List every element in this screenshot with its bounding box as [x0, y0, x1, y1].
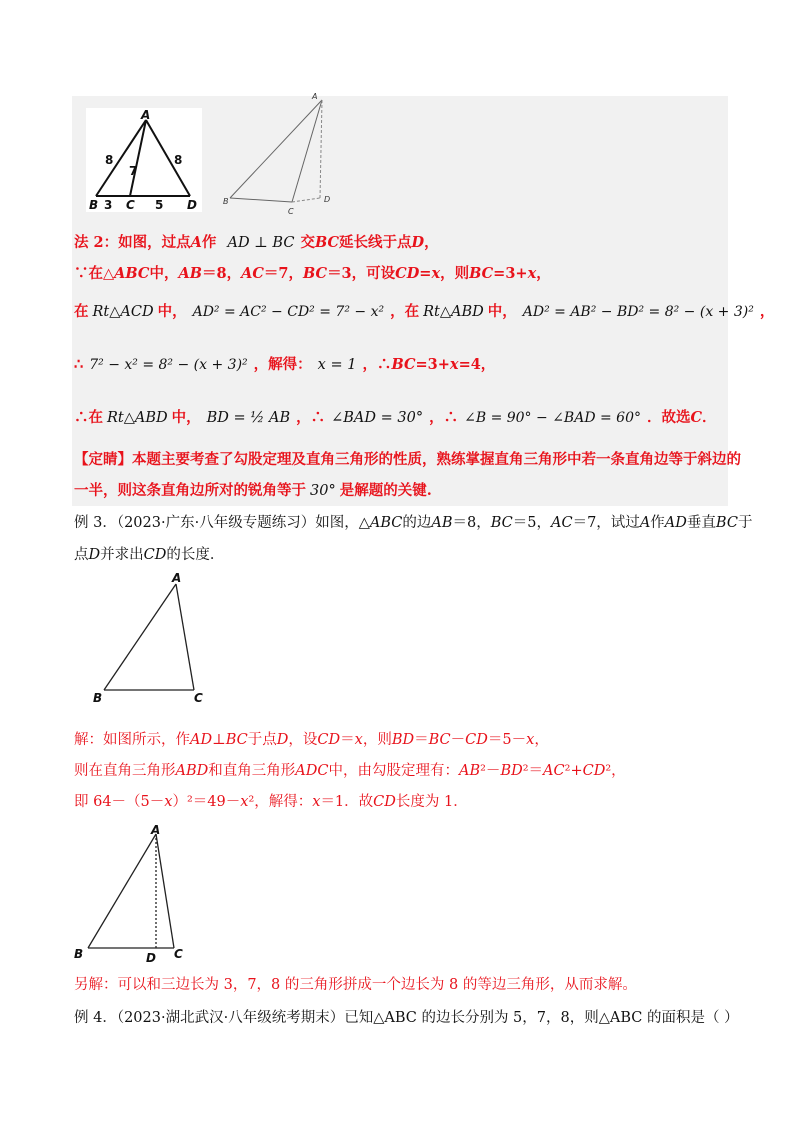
fig2-label-b: B — [223, 197, 229, 206]
fig2-line-bc — [230, 198, 292, 202]
ex3-fig-label-b: B — [93, 691, 103, 705]
ex3-fig2-label-c: C — [174, 947, 183, 961]
example3-question-line-2: 点D并求出CD的长度． — [74, 547, 225, 563]
ex3-fig-label-a: A — [172, 571, 182, 585]
fig2-line-cd — [292, 198, 320, 202]
fig1-label-a: A — [141, 108, 151, 122]
fig1-label-b: B — [89, 198, 99, 212]
ex3-fig-line-ab — [104, 584, 176, 690]
example4-question: 例 4．（2023·湖北武汉·八年级统考期末）已知△ABC 的边长分别为 5，7，8，则△ABC 的面积是（ ） — [74, 1010, 739, 1026]
fig2-label-a: A — [312, 92, 318, 101]
method2-note-line-2: 一半，则这条直角边所对的锐角等于 30° 是解题的关键. — [74, 482, 432, 499]
fig1-label-bc: 3 — [104, 198, 113, 212]
fig2-line-ab — [230, 100, 322, 198]
ex3-fig2-label-d: D — [146, 951, 156, 965]
example3-figure-triangle — [90, 570, 220, 710]
fig2-label-c: C — [288, 207, 294, 216]
fig1-label-ac: 7 — [129, 164, 138, 178]
method2-line-4: ∴ 7² − x² = 8² − (x + 3)² ，解得： x = 1 ，∴BC=3+x=4， — [74, 356, 496, 373]
method2-line-2: ∵在△ABC中，AB＝8，AC＝7，BC＝3，可设CD=x，则BC=3+x， — [74, 265, 551, 282]
example3-solution-line-1: 解：如图所示，作AD⊥BC于点D，设CD＝x，则BD＝BC－CD＝5－x， — [74, 732, 549, 748]
fig1-label-d: D — [187, 198, 197, 212]
fig2-label-d: D — [324, 195, 331, 204]
ex3-fig2-label-a: A — [151, 823, 161, 837]
ex3-fig-label-c: C — [194, 691, 203, 705]
fig2-line-ad — [320, 100, 322, 198]
method2-note-line-1: 【定睛】本题主要考查了勾股定理及直角三角形的性质，熟练掌握直角三角形中若一条直角边等于斜边的 — [74, 451, 741, 468]
fig1-label-c: C — [126, 198, 135, 212]
ex3-fig2-label-b: B — [74, 947, 84, 961]
example3-solution-line-3: 即 64－（5－x）²＝49－x²，解得：x＝1．故CD长度为 1． — [74, 794, 468, 810]
fig1-label-cd: 5 — [155, 198, 164, 212]
fig1-label-ab: 8 — [105, 153, 114, 167]
example3-solution-line-2: 则在直角三角形ABD和直角三角形ADC中，由勾股定理有：AB²－BD²＝AC²+CD²， — [74, 763, 626, 779]
example3-alternate-solution: 另解：可以和三边长为 3，7，8 的三角形拼成一个边长为 8 的等边三角形，从而求解。 — [74, 977, 637, 993]
example3-question-line-1: 例 3．（2023·广东·八年级专题练习）如图，△ABC的边AB＝8，BC＝5，AC＝7，试过A作AD垂直BC于 — [74, 515, 753, 531]
figure-triangle-abc-altitude — [220, 90, 340, 220]
figure-triangle-abd-svg — [86, 108, 202, 212]
ex3-fig2-line-ab — [88, 834, 156, 948]
fig1-line-ad — [146, 120, 190, 196]
example3-figure-altitude — [70, 820, 200, 970]
method2-line-3: 在 Rt△ACD 中， AD² = AC² − CD² = 7² − x² ，在 Rt△ABD 中， AD² = AB² − BD² = 8² − (x + 3)² ， — [74, 303, 775, 320]
ex3-fig-line-ac — [176, 584, 194, 690]
fig1-label-ad: 8 — [174, 153, 183, 167]
method2-line-5: ∴在 Rt△ABD 中， BD = ½ AB ，∴ ∠BAD = 30° ，∴ ∠B = 90° − ∠BAD = 60° ．故选C． — [74, 409, 717, 426]
method2-line-1: 法 2：如图，过点A作 AD ⊥ BC 交BC延长线于点D， — [74, 234, 439, 251]
ex3-fig2-line-ac — [156, 834, 174, 948]
